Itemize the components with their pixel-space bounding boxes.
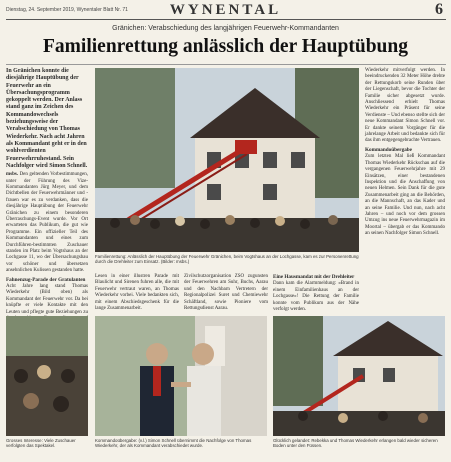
column-1 — [6, 68, 88, 315]
main-caption — [95, 254, 359, 271]
crowd-photo-image — [6, 316, 88, 436]
header-rule — [6, 19, 446, 20]
handover-photo — [95, 316, 267, 436]
article-headline: Familienrettung anlässlich der Hauptübung — [43, 36, 408, 57]
main-photo-image — [95, 68, 359, 252]
article-lead: In Gränichen konnte die diesjährige Hauptübung der Feuerwehr an ein Übersachungsprogramm gekoppelt werden. Der Anlass stand ganz im Zeichen des Kommandowechsels beziehungsweise der Verabschiedung von Thomas Wiederkehr. Nach acht Jahren als Kommandant geht er in den wohlverdienten Feuerwehrruhestand. Sein Nachfolger wird Simon Schnell. — [6, 68, 88, 169]
author: msbs. — [6, 172, 19, 178]
column-2-text: Lesen in einer illustren Parade mit Blaulicht und Sirenen fuhren alle, die mit Feuerwehr vertraut waren, an Thomas Wiederkehr vorbei. Viele bedankten sich, mit einem Abschiedsgeschenk für die lange Zusammenarbeit. — [95, 274, 179, 312]
column-4 — [365, 68, 445, 312]
column-3-sub-text: Dann kam die Alarmmeldung: «Brand in einem Einfamilienhaus an der Lochgasse»! Die Rettung der Familie konnte vom Publikum aus der Nähe verfolgt werden. — [273, 281, 359, 313]
page-number: 6 — [435, 1, 443, 18]
rescue-photo — [273, 316, 445, 436]
crowd-photo — [6, 316, 88, 436]
dateline: Dienstag, 24. September 2019, Wynentaler Blatt Nr. 71 — [6, 7, 128, 13]
column-1-subheading: Fahnenzug-Parade der Gratulanten — [6, 276, 86, 283]
crowd-caption: Grosses Interesse: Viele Zuschauer verfolgten das Spektakel. — [6, 438, 76, 449]
column-3-subheading: Eine Hausmandat mit der Drehleiter — [273, 274, 355, 280]
column-4-sub-text: Zum letzten Mal ließ Kommandant Thomas Wiederkehr Rückschau auf die vergangenen Feuerwehrjahre mit 29 Einsätzen, einer bestandenen Inspektion und die Anschaffung von neuen Helmen. Sein Dank für die gute Zusammenarbeit ging an die Behörden, an die Mannschaft, an das Kader und an seine Familie. Und nun, nach acht Jahren – und noch vor dem grossen Umzug ins neue Feuerwehrmagazin im Moortal – übergab er das Kommando an seinen Nachfolger Simon Schnell. — [365, 154, 445, 237]
column-1-text: Den geltenden Vorbestimmungen, unter der Führung des Vize-Kommandanten Jürg Meyer, und dem Dichtbellen der Feuerwehrmänner und -frauen war es zu verdanken, dass die diesjährige Hauptübung der Feuerwehr Gränichen zu einem besonderen Überraschungs-Event wurde. Vor Ort erwarteten das Publikum, die gut wie Programme. Ein offizieller Teil des Kommandanten und eines zum Durchführen-bestimmten Zuschauer standen im Platz beim Vogtshaus an der Lochgasse 11, wo der Übersachungsbau vor schöner und übersetzen ansehnlichen Kulissen gestanden hatte. — [6, 172, 88, 274]
main-photo — [95, 68, 359, 252]
main-caption-text: Familienrettung: Anlässlich der Hauptübung der Feuerwehr Gränichen, beim Vogtshaus an der Lochgasse, kam es zur Personenrettung durch die Drehleiter zum Einsatz. — [95, 254, 359, 265]
handover-caption: Kommandoübergabe: (v.l.) Simon Schnell übernimmt die Nachfolge von Thomas Wiederkehr, der als Kommandant verabschiedet wurde. — [95, 438, 252, 449]
headline-rule — [6, 64, 446, 65]
column-1-sub-text: Acht Jahre lang stand Thomas Wiederkehr (Bild oben) als Kommandant der Feuerwehr vor. Da bei knüpfte er viele Kontakte mit den Leuten und pflegte gute Beziehungen zu — [6, 284, 88, 315]
article-kicker: Gränichen: Verabschiedung des langjährigen Feuerwehr-Kommandanten — [112, 25, 339, 32]
rescue-photo-image — [273, 316, 445, 436]
rescue-caption: Glücklich gelandet: Rebekka und Thomas Wiederkehr erlangen bald wieder sicheren Boden unter den Füssen. — [273, 438, 438, 449]
column-4-text: Wiederkehr mitverfolgt werden. In beeindruckenden 32 Meter Höhe drehte der Rettungskorb seine Runden über der Liegenschaft, bevor die Tochter der Familie sicher abgesetzt wurde. Anschliessend erhielt Thomas Wiederkehr ein Präsent für seine Verdienste – Und ebenso stellte sich der neue Kommandant Simon Schnell vor. Er dankte seinem Vorgänger für die jahrelange Arbeit und bedankte sich für das ihm entgegengebrachte Vertrauen. — [365, 68, 445, 144]
column-4-subheading: Kommandoübergabe — [365, 146, 412, 153]
column-3-text: Zivilschutzorganisation ZSO zugunsten der Feuerwehren am Suhr, Buchs, Aarau und den Nachbarn Vertretern der Regionalpolizei Suret und Chemiewehr Schäftland, sowie Pioniere vom Rettungsdienst Aarau. — [184, 274, 268, 312]
column-1-body — [6, 172, 88, 275]
column-3b — [273, 274, 359, 312]
handover-photo-image — [95, 316, 267, 436]
main-caption-credit: (Bilder: msbs.) — [160, 259, 190, 265]
section-title: WYNENTAL — [169, 2, 282, 18]
